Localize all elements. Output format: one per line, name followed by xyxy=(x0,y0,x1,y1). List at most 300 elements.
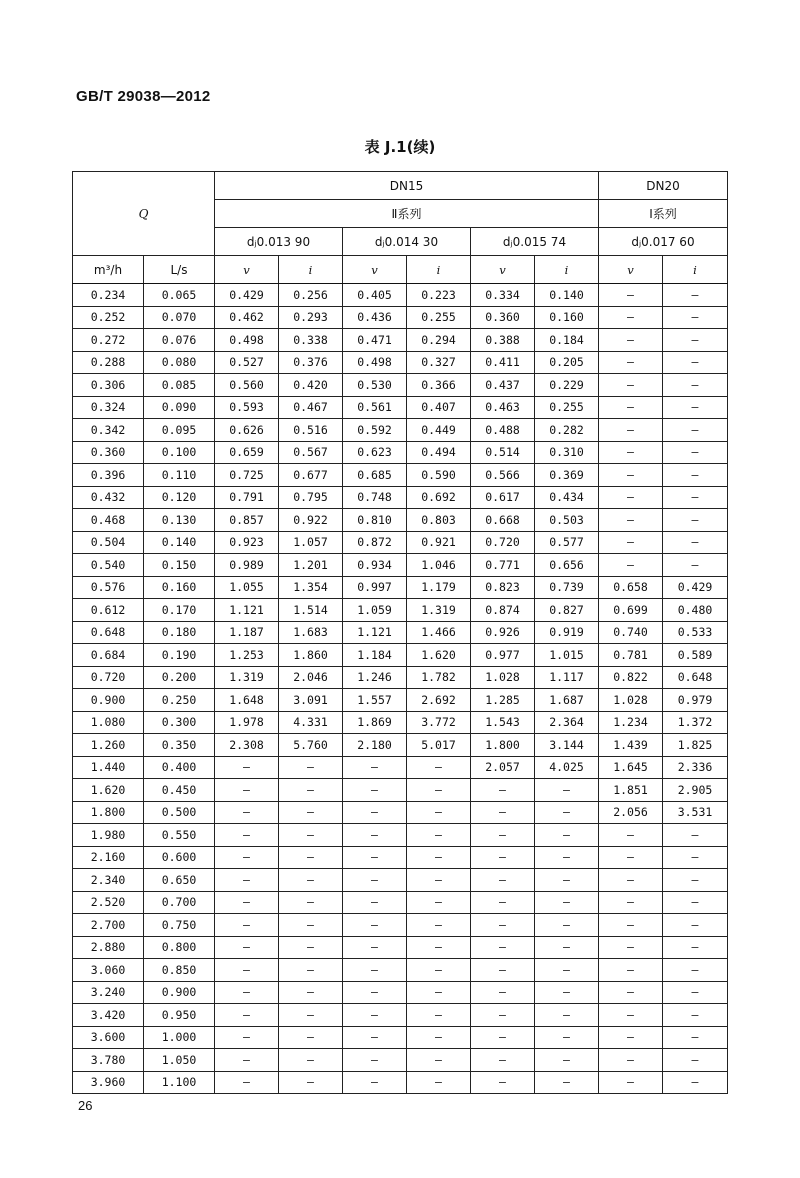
velocity-cell: — xyxy=(599,351,663,374)
flow-ls-cell: 1.000 xyxy=(144,1026,215,1049)
gradient-cell: 0.338 xyxy=(279,329,343,352)
velocity-cell: 0.823 xyxy=(471,576,535,599)
velocity-cell: — xyxy=(343,801,407,824)
flow-ls-cell: 0.065 xyxy=(144,284,215,307)
gradient-cell: — xyxy=(663,351,728,374)
velocity-cell: — xyxy=(599,374,663,397)
gradient-cell: 0.205 xyxy=(535,351,599,374)
gradient-cell: — xyxy=(407,1049,471,1072)
gradient-cell: — xyxy=(535,936,599,959)
q-header: Q xyxy=(73,172,215,256)
velocity-cell: 0.874 xyxy=(471,599,535,622)
gradient-header: i xyxy=(535,256,599,284)
flow-ls-cell: 0.500 xyxy=(144,801,215,824)
velocity-cell: — xyxy=(599,1049,663,1072)
flow-m3h-cell: 0.720 xyxy=(73,666,144,689)
gradient-cell: 0.255 xyxy=(407,306,471,329)
gradient-cell: — xyxy=(663,441,728,464)
gradient-cell: 0.533 xyxy=(663,621,728,644)
gradient-cell: — xyxy=(535,801,599,824)
gradient-header: i xyxy=(407,256,471,284)
gradient-cell: — xyxy=(663,1004,728,1027)
gradient-cell: 4.331 xyxy=(279,711,343,734)
gradient-cell: 0.407 xyxy=(407,396,471,419)
gradient-cell: — xyxy=(663,914,728,937)
gradient-cell: 1.046 xyxy=(407,554,471,577)
velocity-cell: 1.184 xyxy=(343,644,407,667)
gradient-cell: 0.429 xyxy=(663,576,728,599)
velocity-cell: 0.463 xyxy=(471,396,535,419)
velocity-cell: — xyxy=(471,779,535,802)
table-row xyxy=(73,441,728,464)
gradient-cell: 1.860 xyxy=(279,644,343,667)
gradient-cell: 1.015 xyxy=(535,644,599,667)
gradient-cell: 0.677 xyxy=(279,464,343,487)
series-1-header: Ⅰ系列 xyxy=(599,200,728,228)
velocity-cell: 0.822 xyxy=(599,666,663,689)
velocity-cell: — xyxy=(599,891,663,914)
table-row xyxy=(73,891,728,914)
table-row xyxy=(73,509,728,532)
gradient-cell: 0.223 xyxy=(407,284,471,307)
velocity-cell: — xyxy=(343,824,407,847)
unit-header-m3h: m³/h xyxy=(73,256,144,284)
flow-m3h-cell: 0.468 xyxy=(73,509,144,532)
gradient-cell: 1.354 xyxy=(279,576,343,599)
gradient-cell: 0.827 xyxy=(535,599,599,622)
velocity-cell: 1.800 xyxy=(471,734,535,757)
gradient-cell: 0.256 xyxy=(279,284,343,307)
gradient-cell: — xyxy=(535,846,599,869)
velocity-cell: 1.059 xyxy=(343,599,407,622)
table-row xyxy=(73,284,728,307)
gradient-header: i xyxy=(279,256,343,284)
velocity-cell: — xyxy=(215,1026,279,1049)
gradient-cell: 0.979 xyxy=(663,689,728,712)
gradient-cell: — xyxy=(663,306,728,329)
gradient-cell: — xyxy=(663,531,728,554)
velocity-cell: — xyxy=(599,554,663,577)
table-row xyxy=(73,419,728,442)
gradient-cell: — xyxy=(663,1049,728,1072)
table-row xyxy=(73,981,728,1004)
velocity-cell: 0.857 xyxy=(215,509,279,532)
gradient-cell: 0.503 xyxy=(535,509,599,532)
velocity-cell: 2.056 xyxy=(599,801,663,824)
gradient-cell: 0.282 xyxy=(535,419,599,442)
gradient-cell: — xyxy=(663,486,728,509)
gradient-cell: — xyxy=(663,374,728,397)
velocity-cell: — xyxy=(599,509,663,532)
gradient-cell: 0.160 xyxy=(535,306,599,329)
gradient-cell: — xyxy=(407,869,471,892)
unit-header-ls: L/s xyxy=(144,256,215,284)
velocity-cell: 1.851 xyxy=(599,779,663,802)
table-row xyxy=(73,329,728,352)
table-row xyxy=(73,914,728,937)
gradient-cell: 1.201 xyxy=(279,554,343,577)
flow-m3h-cell: 0.396 xyxy=(73,464,144,487)
velocity-cell: 0.685 xyxy=(343,464,407,487)
gradient-cell: — xyxy=(407,959,471,982)
velocity-cell: 1.246 xyxy=(343,666,407,689)
velocity-cell: — xyxy=(215,891,279,914)
velocity-cell: 0.658 xyxy=(599,576,663,599)
velocity-cell: 0.360 xyxy=(471,306,535,329)
flow-m3h-cell: 0.504 xyxy=(73,531,144,554)
velocity-cell: — xyxy=(343,959,407,982)
gradient-cell: 0.589 xyxy=(663,644,728,667)
gradient-cell: 0.590 xyxy=(407,464,471,487)
velocity-cell: 0.791 xyxy=(215,486,279,509)
flow-ls-cell: 0.650 xyxy=(144,869,215,892)
gradient-cell: — xyxy=(407,756,471,779)
gradient-cell: — xyxy=(663,419,728,442)
velocity-cell: 1.285 xyxy=(471,689,535,712)
velocity-cell: 0.561 xyxy=(343,396,407,419)
gradient-cell: 1.683 xyxy=(279,621,343,644)
flow-m3h-cell: 0.540 xyxy=(73,554,144,577)
velocity-cell: 0.560 xyxy=(215,374,279,397)
flow-m3h-cell: 0.576 xyxy=(73,576,144,599)
velocity-cell: 1.253 xyxy=(215,644,279,667)
table-row xyxy=(73,824,728,847)
velocity-cell: — xyxy=(599,959,663,982)
gradient-cell: — xyxy=(535,914,599,937)
gradient-cell: 0.366 xyxy=(407,374,471,397)
series-2-header: Ⅱ系列 xyxy=(215,200,599,228)
gradient-cell: 3.091 xyxy=(279,689,343,712)
velocity-cell: — xyxy=(343,914,407,937)
velocity-cell: — xyxy=(343,891,407,914)
velocity-cell: 0.725 xyxy=(215,464,279,487)
gradient-cell: — xyxy=(279,1071,343,1094)
velocity-cell: 1.978 xyxy=(215,711,279,734)
flow-m3h-cell: 1.620 xyxy=(73,779,144,802)
gradient-cell: — xyxy=(279,846,343,869)
standard-code: GB/T 29038—2012 xyxy=(76,88,211,105)
velocity-cell: 0.810 xyxy=(343,509,407,532)
gradient-cell: 5.760 xyxy=(279,734,343,757)
flow-ls-cell: 1.100 xyxy=(144,1071,215,1094)
velocity-cell: 0.388 xyxy=(471,329,535,352)
gradient-cell: — xyxy=(535,779,599,802)
gradient-cell: 1.466 xyxy=(407,621,471,644)
gradient-cell: — xyxy=(535,1004,599,1027)
velocity-cell: — xyxy=(471,936,535,959)
flow-m3h-cell: 3.600 xyxy=(73,1026,144,1049)
velocity-cell: 0.429 xyxy=(215,284,279,307)
gradient-cell: 0.294 xyxy=(407,329,471,352)
flow-ls-cell: 0.070 xyxy=(144,306,215,329)
gradient-cell: 0.449 xyxy=(407,419,471,442)
velocity-cell: — xyxy=(343,1049,407,1072)
flow-m3h-cell: 0.432 xyxy=(73,486,144,509)
table-row xyxy=(73,801,728,824)
flow-ls-cell: 0.120 xyxy=(144,486,215,509)
table-row xyxy=(73,936,728,959)
velocity-header: v xyxy=(343,256,407,284)
velocity-cell: — xyxy=(343,869,407,892)
velocity-cell: — xyxy=(343,1026,407,1049)
gradient-cell: — xyxy=(407,981,471,1004)
velocity-cell: — xyxy=(343,846,407,869)
velocity-cell: 0.334 xyxy=(471,284,535,307)
velocity-cell: 1.234 xyxy=(599,711,663,734)
gradient-cell: — xyxy=(535,1026,599,1049)
gradient-cell: 0.467 xyxy=(279,396,343,419)
gradient-cell: — xyxy=(279,891,343,914)
diameter-header: dⱼ0.017 60 xyxy=(599,228,728,256)
velocity-cell: — xyxy=(343,779,407,802)
velocity-cell: 0.530 xyxy=(343,374,407,397)
flow-m3h-cell: 3.960 xyxy=(73,1071,144,1094)
velocity-cell: 0.498 xyxy=(215,329,279,352)
velocity-cell: 0.659 xyxy=(215,441,279,464)
flow-ls-cell: 0.160 xyxy=(144,576,215,599)
flow-ls-cell: 0.900 xyxy=(144,981,215,1004)
flow-ls-cell: 0.180 xyxy=(144,621,215,644)
flow-m3h-cell: 3.060 xyxy=(73,959,144,982)
velocity-cell: 0.623 xyxy=(343,441,407,464)
gradient-cell: 1.179 xyxy=(407,576,471,599)
gradient-cell: 0.140 xyxy=(535,284,599,307)
table-row xyxy=(73,486,728,509)
flow-m3h-cell: 1.800 xyxy=(73,801,144,824)
velocity-cell: — xyxy=(215,801,279,824)
velocity-cell: — xyxy=(343,1071,407,1094)
table-row xyxy=(73,576,728,599)
velocity-cell: — xyxy=(215,914,279,937)
velocity-cell: 0.437 xyxy=(471,374,535,397)
velocity-cell: 0.740 xyxy=(599,621,663,644)
gradient-cell: — xyxy=(279,824,343,847)
gradient-cell: — xyxy=(407,801,471,824)
gradient-cell: — xyxy=(407,779,471,802)
gradient-cell: — xyxy=(279,1049,343,1072)
flow-m3h-cell: 0.900 xyxy=(73,689,144,712)
velocity-cell: 0.872 xyxy=(343,531,407,554)
gradient-cell: 4.025 xyxy=(535,756,599,779)
flow-ls-cell: 0.850 xyxy=(144,959,215,982)
velocity-cell: 2.308 xyxy=(215,734,279,757)
gradient-cell: 3.144 xyxy=(535,734,599,757)
gradient-cell: — xyxy=(407,936,471,959)
velocity-cell: 2.180 xyxy=(343,734,407,757)
flow-ls-cell: 0.090 xyxy=(144,396,215,419)
flow-m3h-cell: 0.324 xyxy=(73,396,144,419)
flow-ls-cell: 0.100 xyxy=(144,441,215,464)
gradient-cell: 0.480 xyxy=(663,599,728,622)
velocity-cell: 0.566 xyxy=(471,464,535,487)
table-row xyxy=(73,846,728,869)
flow-m3h-cell: 3.420 xyxy=(73,1004,144,1027)
gradient-cell: 2.336 xyxy=(663,756,728,779)
diameter-header: dⱼ0.015 74 xyxy=(471,228,599,256)
velocity-cell: 1.869 xyxy=(343,711,407,734)
gradient-cell: — xyxy=(663,891,728,914)
flow-m3h-cell: 2.160 xyxy=(73,846,144,869)
velocity-cell: — xyxy=(599,1071,663,1094)
flow-m3h-cell: 1.260 xyxy=(73,734,144,757)
velocity-cell: — xyxy=(343,981,407,1004)
flow-m3h-cell: 2.520 xyxy=(73,891,144,914)
velocity-cell: — xyxy=(471,846,535,869)
table-row xyxy=(73,1049,728,1072)
flow-ls-cell: 0.800 xyxy=(144,936,215,959)
gradient-cell: 0.567 xyxy=(279,441,343,464)
gradient-cell: 1.782 xyxy=(407,666,471,689)
flow-ls-cell: 0.950 xyxy=(144,1004,215,1027)
velocity-cell: — xyxy=(343,936,407,959)
gradient-cell: — xyxy=(407,1004,471,1027)
velocity-cell: — xyxy=(599,486,663,509)
velocity-cell: 0.977 xyxy=(471,644,535,667)
velocity-cell: — xyxy=(215,779,279,802)
gradient-cell: — xyxy=(535,959,599,982)
velocity-cell: — xyxy=(215,1004,279,1027)
flow-ls-cell: 0.550 xyxy=(144,824,215,847)
velocity-cell: 0.923 xyxy=(215,531,279,554)
gradient-cell: — xyxy=(407,846,471,869)
gradient-cell: 1.620 xyxy=(407,644,471,667)
gradient-cell: 0.369 xyxy=(535,464,599,487)
gradient-cell: 1.825 xyxy=(663,734,728,757)
gradient-cell: 1.372 xyxy=(663,711,728,734)
gradient-cell: 2.364 xyxy=(535,711,599,734)
flow-ls-cell: 0.300 xyxy=(144,711,215,734)
velocity-cell: — xyxy=(471,891,535,914)
flow-ls-cell: 1.050 xyxy=(144,1049,215,1072)
velocity-cell: 1.439 xyxy=(599,734,663,757)
gradient-cell: — xyxy=(663,329,728,352)
velocity-cell: 0.668 xyxy=(471,509,535,532)
table-row xyxy=(73,1004,728,1027)
gradient-cell: — xyxy=(663,464,728,487)
velocity-cell: 1.028 xyxy=(599,689,663,712)
velocity-cell: — xyxy=(215,959,279,982)
gradient-cell: — xyxy=(535,981,599,1004)
gradient-cell: 5.017 xyxy=(407,734,471,757)
gradient-cell: — xyxy=(663,509,728,532)
flow-ls-cell: 0.600 xyxy=(144,846,215,869)
flow-m3h-cell: 2.880 xyxy=(73,936,144,959)
flow-m3h-cell: 1.980 xyxy=(73,824,144,847)
velocity-cell: 0.989 xyxy=(215,554,279,577)
gradient-cell: — xyxy=(535,1071,599,1094)
velocity-cell: 0.527 xyxy=(215,351,279,374)
gradient-cell: 0.229 xyxy=(535,374,599,397)
flow-m3h-cell: 0.360 xyxy=(73,441,144,464)
table-row xyxy=(73,396,728,419)
velocity-cell: — xyxy=(599,869,663,892)
table-row xyxy=(73,531,728,554)
gradient-cell: — xyxy=(279,801,343,824)
velocity-cell: — xyxy=(599,464,663,487)
flow-m3h-cell: 0.648 xyxy=(73,621,144,644)
gradient-cell: 0.494 xyxy=(407,441,471,464)
gradient-cell: 0.577 xyxy=(535,531,599,554)
table-row xyxy=(73,621,728,644)
table-row xyxy=(73,1026,728,1049)
gradient-cell: 1.319 xyxy=(407,599,471,622)
velocity-cell: — xyxy=(471,981,535,1004)
velocity-cell: 0.471 xyxy=(343,329,407,352)
table-row xyxy=(73,689,728,712)
velocity-cell: 1.557 xyxy=(343,689,407,712)
flow-m3h-cell: 0.342 xyxy=(73,419,144,442)
velocity-cell: — xyxy=(599,914,663,937)
velocity-cell: 0.934 xyxy=(343,554,407,577)
velocity-cell: — xyxy=(471,959,535,982)
gradient-cell: — xyxy=(407,891,471,914)
flow-ls-cell: 0.750 xyxy=(144,914,215,937)
velocity-cell: 1.648 xyxy=(215,689,279,712)
flow-m3h-cell: 3.240 xyxy=(73,981,144,1004)
gradient-cell: 0.656 xyxy=(535,554,599,577)
gradient-cell: 1.057 xyxy=(279,531,343,554)
flow-m3h-cell: 2.700 xyxy=(73,914,144,937)
dn20-header: DN20 xyxy=(599,172,728,200)
flow-ls-cell: 0.200 xyxy=(144,666,215,689)
gradient-cell: 0.293 xyxy=(279,306,343,329)
velocity-cell: 0.699 xyxy=(599,599,663,622)
velocity-cell: — xyxy=(599,531,663,554)
velocity-cell: — xyxy=(471,1071,535,1094)
gradient-cell: — xyxy=(279,981,343,1004)
table-row xyxy=(73,306,728,329)
table-row xyxy=(73,554,728,577)
gradient-cell: — xyxy=(663,981,728,1004)
gradient-cell: — xyxy=(279,756,343,779)
flow-ls-cell: 0.130 xyxy=(144,509,215,532)
flow-m3h-cell: 2.340 xyxy=(73,869,144,892)
velocity-cell: — xyxy=(343,1004,407,1027)
gradient-cell: — xyxy=(663,846,728,869)
gradient-cell: 1.514 xyxy=(279,599,343,622)
flow-m3h-cell: 0.306 xyxy=(73,374,144,397)
gradient-cell: — xyxy=(407,1071,471,1094)
gradient-cell: 0.310 xyxy=(535,441,599,464)
gradient-cell: — xyxy=(279,869,343,892)
gradient-cell: 0.648 xyxy=(663,666,728,689)
gradient-cell: — xyxy=(663,936,728,959)
gradient-cell: 0.255 xyxy=(535,396,599,419)
table-row xyxy=(73,1071,728,1094)
velocity-cell: 1.319 xyxy=(215,666,279,689)
velocity-cell: — xyxy=(471,914,535,937)
gradient-cell: — xyxy=(535,891,599,914)
gradient-cell: 0.795 xyxy=(279,486,343,509)
gradient-cell: 1.687 xyxy=(535,689,599,712)
data-table xyxy=(72,171,728,1094)
gradient-cell: 0.739 xyxy=(535,576,599,599)
gradient-cell: 0.922 xyxy=(279,509,343,532)
gradient-cell: 2.905 xyxy=(663,779,728,802)
gradient-cell: 0.692 xyxy=(407,486,471,509)
table-row xyxy=(73,599,728,622)
velocity-cell: 1.028 xyxy=(471,666,535,689)
flow-ls-cell: 0.170 xyxy=(144,599,215,622)
gradient-cell: 3.772 xyxy=(407,711,471,734)
table-row xyxy=(73,711,728,734)
gradient-cell: 0.420 xyxy=(279,374,343,397)
flow-ls-cell: 0.080 xyxy=(144,351,215,374)
flow-ls-cell: 0.095 xyxy=(144,419,215,442)
velocity-cell: 1.187 xyxy=(215,621,279,644)
flow-m3h-cell: 0.252 xyxy=(73,306,144,329)
gradient-cell: 0.327 xyxy=(407,351,471,374)
